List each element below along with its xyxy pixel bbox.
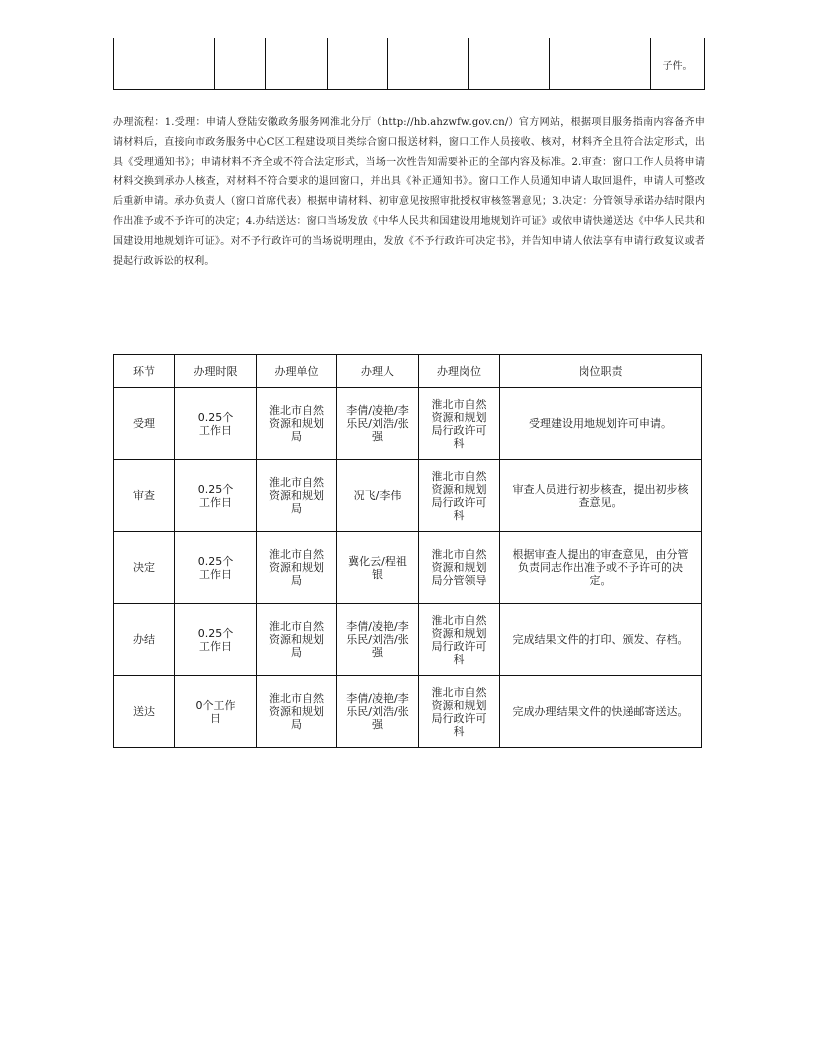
cell-time-limit: 0.25个工作日 <box>175 532 257 604</box>
cell-post: 淮北市自然资源和规划局行政许可科 <box>419 676 500 748</box>
cell-post: 淮北市自然资源和规划局分管领导 <box>419 532 500 604</box>
table-cell-note: 子件。 <box>651 38 705 90</box>
table-row <box>114 532 702 604</box>
table-row <box>114 604 702 676</box>
header-unit: 办理单位 <box>257 355 337 388</box>
table-cell <box>328 38 388 90</box>
cell-duty: 审查人员进行初步核查，提出初步核查意见。 <box>500 460 702 532</box>
cell-post: 淮北市自然资源和规划局行政许可科 <box>419 460 500 532</box>
cell-unit: 淮北市自然资源和规划局 <box>257 388 337 460</box>
table-row <box>114 38 705 90</box>
table-header-row <box>114 355 702 388</box>
cell-stage: 办结 <box>114 604 175 676</box>
header-stage: 环节 <box>114 355 175 388</box>
cell-stage: 受理 <box>114 388 175 460</box>
cell-handler: 李倩/凌艳/李乐民/刘浩/张强 <box>337 604 419 676</box>
header-post: 办理岗位 <box>419 355 500 388</box>
process-steps-table <box>113 354 702 748</box>
cell-duty: 根据审查人提出的审查意见，由分管负责同志作出准予或不予许可的决定。 <box>500 532 702 604</box>
cell-handler: 李倩/凌艳/李乐民/刘浩/张强 <box>337 388 419 460</box>
table-cell <box>469 38 550 90</box>
cell-unit: 淮北市自然资源和规划局 <box>257 532 337 604</box>
header-handler: 办理人 <box>337 355 419 388</box>
table-cell <box>266 38 328 90</box>
top-table-fragment <box>113 38 705 90</box>
cell-time-limit: 0个工作日 <box>175 676 257 748</box>
cell-post: 淮北市自然资源和规划局行政许可科 <box>419 604 500 676</box>
cell-stage: 送达 <box>114 676 175 748</box>
cell-duty: 完成办理结果文件的快递邮寄送达。 <box>500 676 702 748</box>
cell-handler: 冀化云/程祖银 <box>337 532 419 604</box>
header-duty: 岗位职责 <box>500 355 702 388</box>
table-row <box>114 676 702 748</box>
cell-unit: 淮北市自然资源和规划局 <box>257 604 337 676</box>
procedure-text: 办理流程：1.受理：申请人登陆安徽政务服务网淮北分厅（http://hb.ahzwfw.gov.cn/）官方网站，根据项目服务指南内容备齐申请材料后，直接向市政务服务中心C区工程建设项目类综合窗口报送材料，窗口工作人员接收、核对，材料齐全且符合法定形式，出具《受理通知书》；申请材料不齐全或不符合法定形式，当场一次性告知需要补正的全部内容及标准。2.审查：窗口工作人员将申请材料交换到承办人核查，对材料不符合要求的退回窗口，并出具《补正通知书》。窗口工作人员通知申请人取回退件，申请人可整改后重新申请。承办负责人（窗口首席代表）根据申请材料、初审意见按照审批授权审核签署意见；3.决定：分管领导承诺办结时限内作出准予或不予许可的决定；4.办结送达：窗口当场发放《中华人民共和国建设用地规划许可证》或依申请快递送达《中华人民共和国建设用地规划许可证》。对不予行政许可的当场说明理由，发放《不予行政许可决定书》，并告知申请人依法享有申请行政复议或者提起行政诉讼的权利。 <box>113 117 705 267</box>
table-row <box>114 388 702 460</box>
cell-stage: 决定 <box>114 532 175 604</box>
cell-unit: 淮北市自然资源和规划局 <box>257 676 337 748</box>
header-time-limit: 办理时限 <box>175 355 257 388</box>
cell-duty: 完成结果文件的打印、颁发、存档。 <box>500 604 702 676</box>
cell-handler: 况飞/李伟 <box>337 460 419 532</box>
cell-time-limit: 0.25个工作日 <box>175 460 257 532</box>
table-cell <box>215 38 266 90</box>
table-cell <box>114 38 215 90</box>
table-row <box>114 460 702 532</box>
cell-handler: 李倩/凌艳/李乐民/刘浩/张强 <box>337 676 419 748</box>
table-cell <box>550 38 651 90</box>
table-cell <box>388 38 469 90</box>
cell-stage: 审查 <box>114 460 175 532</box>
cell-duty: 受理建设用地规划许可申请。 <box>500 388 702 460</box>
cell-time-limit: 0.25个工作日 <box>175 604 257 676</box>
cell-time-limit: 0.25个工作日 <box>175 388 257 460</box>
cell-post: 淮北市自然资源和规划局行政许可科 <box>419 388 500 460</box>
cell-unit: 淮北市自然资源和规划局 <box>257 460 337 532</box>
